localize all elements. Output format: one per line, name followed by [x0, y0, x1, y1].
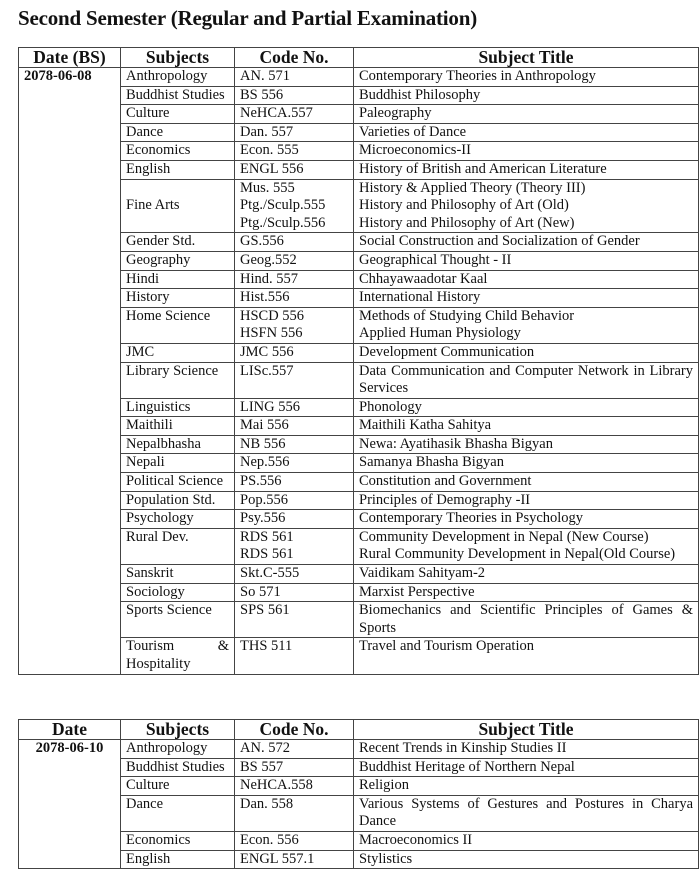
subject-name: Rural Dev.	[121, 528, 235, 564]
table-row	[19, 638, 699, 674]
title-line: History of British and American Literature	[359, 160, 607, 177]
code-line: GS.556	[240, 233, 284, 250]
exam-date	[19, 270, 121, 289]
table-row	[19, 398, 699, 417]
code-number	[235, 233, 354, 252]
exam-date	[19, 850, 121, 869]
table-row	[19, 68, 699, 87]
code-line: Econ. 555	[240, 142, 299, 159]
table-header-row	[19, 48, 699, 68]
code-number	[235, 528, 354, 564]
title-line: Marxist Perspective	[359, 583, 475, 600]
code-line: NeHCA.557	[240, 105, 313, 122]
code-line: Mus. 555	[240, 179, 295, 196]
code-number	[235, 105, 354, 124]
exam-date	[19, 528, 121, 564]
code-line: Pop.556	[240, 491, 288, 508]
code-line: Psy.556	[240, 510, 286, 527]
subject-title	[354, 473, 699, 492]
subject-name: Library Science	[121, 362, 235, 398]
subject-title	[354, 270, 699, 289]
header-subjects: Subjects	[121, 48, 235, 68]
code-number	[235, 86, 354, 105]
code-line: SPS 561	[240, 602, 290, 619]
code-line: ENGL 557.1	[240, 850, 315, 867]
code-line: RDS 561	[240, 528, 294, 545]
exam-date	[19, 105, 121, 124]
code-line: THS 511	[240, 638, 293, 655]
subject-title	[354, 510, 699, 529]
subject-title	[354, 160, 699, 179]
table-body	[19, 68, 699, 675]
code-line: ENGL 556	[240, 160, 304, 177]
exam-schedule-table-2	[18, 719, 699, 869]
code-number	[235, 850, 354, 869]
exam-date	[19, 398, 121, 417]
table-row	[19, 528, 699, 564]
title-line: Travel and Tourism Operation	[359, 638, 534, 655]
code-number	[235, 565, 354, 584]
title-line: Community Development in Nepal (New Course)	[359, 528, 649, 545]
code-line: Ptg./Sculp.556	[240, 214, 326, 231]
title-line: Various Systems of Gestures and Postures in Charya Dance	[359, 795, 693, 830]
code-number	[235, 160, 354, 179]
subject-title	[354, 105, 699, 124]
code-number	[235, 343, 354, 362]
title-line: Contemporary Theories in Anthropology	[359, 68, 596, 84]
table-row	[19, 307, 699, 343]
exam-date	[19, 289, 121, 308]
title-line: Varieties of Dance	[359, 123, 467, 140]
table-row	[19, 583, 699, 602]
exam-schedule-table-1	[18, 47, 699, 675]
subject-name: Maithili	[121, 417, 235, 436]
table-row	[19, 850, 699, 869]
title-line: Macroeconomics II	[359, 831, 473, 848]
exam-date	[19, 758, 121, 777]
exam-date	[19, 795, 121, 831]
table-row	[19, 777, 699, 796]
header-title: Subject Title	[354, 720, 699, 740]
code-line: Geog.552	[240, 251, 297, 268]
title-line: Data Communication and Computer Network in Library Services	[359, 362, 693, 397]
exam-date	[19, 831, 121, 850]
subject-title	[354, 565, 699, 584]
table-row	[19, 160, 699, 179]
title-line: Social Construction and Socialization of Gender	[359, 233, 640, 250]
subject-title	[354, 398, 699, 417]
title-line: History & Applied Theory (Theory III)	[359, 179, 586, 196]
exam-date	[19, 777, 121, 796]
exam-date: 2078-06-08	[19, 68, 121, 87]
code-number	[235, 583, 354, 602]
code-number	[235, 638, 354, 674]
subject-title	[354, 233, 699, 252]
code-number	[235, 179, 354, 233]
title-line: Microeconomics-II	[359, 142, 471, 159]
exam-date	[19, 343, 121, 362]
exam-date	[19, 142, 121, 161]
code-number	[235, 473, 354, 492]
title-line: Vaidikam Sahityam-2	[359, 565, 486, 582]
header-date: Date	[19, 720, 121, 740]
subject-name: Nepalbhasha	[121, 435, 235, 454]
title-line: Phonology	[359, 398, 422, 415]
subject-name: Buddhist Studies	[121, 758, 235, 777]
title-line: Contemporary Theories in Psychology	[359, 510, 584, 527]
header-code: Code No.	[235, 48, 354, 68]
subject-title	[354, 86, 699, 105]
title-line: Development Communication	[359, 343, 535, 360]
subject-name: Fine Arts	[121, 179, 235, 233]
subject-name: Economics	[121, 142, 235, 161]
code-number	[235, 251, 354, 270]
subject-title	[354, 142, 699, 161]
exam-date	[19, 123, 121, 142]
code-number	[235, 602, 354, 638]
subject-name: Population Std.	[121, 491, 235, 510]
exam-date	[19, 435, 121, 454]
subject-name: JMC	[121, 343, 235, 362]
code-line: JMC 556	[240, 343, 294, 360]
exam-date	[19, 417, 121, 436]
subject-name: Dance	[121, 795, 235, 831]
subject-name: Anthropology	[121, 68, 235, 87]
exam-date: 2078-06-10	[19, 740, 121, 759]
code-line: HSCD 556	[240, 307, 305, 324]
table-row	[19, 251, 699, 270]
subject-title	[354, 123, 699, 142]
subject-name: Nepali	[121, 454, 235, 473]
table-row	[19, 179, 699, 233]
code-line: Mai 556	[240, 417, 289, 434]
code-line: Ptg./Sculp.555	[240, 197, 326, 214]
code-number	[235, 510, 354, 529]
subject-name: History	[121, 289, 235, 308]
subject-title	[354, 777, 699, 796]
table-row	[19, 795, 699, 831]
subject-title	[354, 491, 699, 510]
code-number	[235, 289, 354, 308]
subject-title	[354, 454, 699, 473]
title-line: History and Philosophy of Art (New)	[359, 214, 575, 231]
code-line: Skt.C-555	[240, 565, 300, 582]
code-number	[235, 68, 354, 87]
code-line: Hind. 557	[240, 270, 298, 287]
title-line: Applied Human Physiology	[359, 325, 521, 342]
table-row	[19, 142, 699, 161]
subject-title	[354, 795, 699, 831]
title-line: Samanya Bhasha Bigyan	[359, 454, 504, 471]
table-row	[19, 270, 699, 289]
code-line: BS 556	[240, 86, 284, 103]
code-number	[235, 777, 354, 796]
code-line: HSFN 556	[240, 325, 303, 342]
code-number	[235, 123, 354, 142]
subject-title	[354, 68, 699, 87]
code-number	[235, 831, 354, 850]
subject-name: Tourism & Hospitality	[121, 638, 235, 674]
table-row	[19, 740, 699, 759]
subject-title	[354, 740, 699, 759]
title-line: Biomechanics and Scientific Principles of Games & Sports	[359, 602, 693, 636]
table-row	[19, 510, 699, 529]
title-line: Newa: Ayatihasik Bhasha Bigyan	[359, 435, 553, 452]
code-line: Econ. 556	[240, 831, 299, 848]
subject-name: Linguistics	[121, 398, 235, 417]
table-row	[19, 233, 699, 252]
code-line: AN. 572	[240, 740, 290, 756]
code-number	[235, 758, 354, 777]
code-line: NB 556	[240, 435, 286, 452]
subject-name: Dance	[121, 123, 235, 142]
title-line: Methods of Studying Child Behavior	[359, 307, 575, 324]
table-body	[19, 740, 699, 869]
subject-name: Sanskrit	[121, 565, 235, 584]
table-row	[19, 831, 699, 850]
exam-date	[19, 160, 121, 179]
subject-title	[354, 831, 699, 850]
title-line: Chhayawaadotar Kaal	[359, 270, 488, 287]
code-line: NeHCA.558	[240, 777, 313, 794]
code-line: So 571	[240, 583, 281, 600]
exam-date	[19, 362, 121, 398]
subject-title	[354, 602, 699, 638]
exam-date	[19, 307, 121, 343]
subject-title	[354, 251, 699, 270]
code-line: BS 557	[240, 758, 284, 775]
page-title: Second Semester (Regular and Partial Examination)	[18, 6, 477, 30]
title-line: Recent Trends in Kinship Studies II	[359, 740, 567, 756]
subject-title	[354, 362, 699, 398]
subject-title	[354, 307, 699, 343]
subject-title	[354, 528, 699, 564]
exam-date	[19, 602, 121, 638]
subject-title	[354, 435, 699, 454]
subject-name: English	[121, 160, 235, 179]
title-line: Buddhist Heritage of Northern Nepal	[359, 758, 575, 775]
code-line: RDS 561	[240, 546, 294, 563]
subject-name: Hindi	[121, 270, 235, 289]
title-line: Stylistics	[359, 850, 413, 867]
code-number	[235, 270, 354, 289]
header-title: Subject Title	[354, 48, 699, 68]
subject-name: Economics	[121, 831, 235, 850]
code-number	[235, 491, 354, 510]
table-row	[19, 435, 699, 454]
table-row	[19, 362, 699, 398]
subject-name: Anthropology	[121, 740, 235, 759]
header-date: Date (BS)	[19, 48, 121, 68]
subject-name: English	[121, 850, 235, 869]
exam-date	[19, 251, 121, 270]
title-line: Constitution and Government	[359, 473, 532, 490]
code-number	[235, 307, 354, 343]
table-row	[19, 454, 699, 473]
subject-title	[354, 179, 699, 233]
exam-date	[19, 510, 121, 529]
table-row	[19, 343, 699, 362]
title-line: Maithili Katha Sahitya	[359, 417, 492, 434]
subject-title	[354, 289, 699, 308]
table-row	[19, 289, 699, 308]
code-number	[235, 795, 354, 831]
subject-name: Gender Std.	[121, 233, 235, 252]
code-line: PS.556	[240, 473, 282, 490]
code-number	[235, 398, 354, 417]
title-line: History and Philosophy of Art (Old)	[359, 197, 569, 214]
code-line: AN. 571	[240, 68, 290, 84]
title-line: Principles of Demography -II	[359, 491, 531, 508]
subject-name: Geography	[121, 251, 235, 270]
exam-date	[19, 179, 121, 233]
exam-date	[19, 583, 121, 602]
subject-name: Political Science	[121, 473, 235, 492]
subject-title	[354, 417, 699, 436]
table-row	[19, 417, 699, 436]
subject-title	[354, 850, 699, 869]
title-line: Buddhist Philosophy	[359, 86, 481, 103]
exam-date	[19, 565, 121, 584]
table-row	[19, 565, 699, 584]
table-row	[19, 758, 699, 777]
exam-date	[19, 233, 121, 252]
code-number	[235, 435, 354, 454]
table-row	[19, 105, 699, 124]
subject-name: Home Science	[121, 307, 235, 343]
subject-name: Psychology	[121, 510, 235, 529]
exam-date	[19, 454, 121, 473]
exam-date	[19, 86, 121, 105]
subject-name: Culture	[121, 105, 235, 124]
code-number	[235, 362, 354, 398]
table-row	[19, 123, 699, 142]
table-header-row	[19, 720, 699, 740]
code-line: Hist.556	[240, 289, 290, 306]
header-code: Code No.	[235, 720, 354, 740]
subject-name: Culture	[121, 777, 235, 796]
title-line: Paleography	[359, 105, 432, 122]
subject-title	[354, 583, 699, 602]
exam-date	[19, 491, 121, 510]
table-row	[19, 86, 699, 105]
title-line: Rural Community Development in Nepal(Old Course)	[359, 546, 676, 563]
code-line: LISc.557	[240, 362, 294, 379]
subject-name: Sociology	[121, 583, 235, 602]
code-line: Dan. 557	[240, 123, 294, 140]
table-row	[19, 491, 699, 510]
code-number	[235, 454, 354, 473]
table-row	[19, 602, 699, 638]
code-number	[235, 142, 354, 161]
code-line: Dan. 558	[240, 795, 294, 812]
code-line: LING 556	[240, 398, 301, 415]
exam-date	[19, 638, 121, 674]
subject-title	[354, 343, 699, 362]
table-row	[19, 473, 699, 492]
code-number	[235, 417, 354, 436]
subject-name: Buddhist Studies	[121, 86, 235, 105]
header-subjects: Subjects	[121, 720, 235, 740]
subject-title	[354, 758, 699, 777]
exam-date	[19, 473, 121, 492]
title-line: International History	[359, 289, 481, 306]
subject-title	[354, 638, 699, 674]
title-line: Religion	[359, 777, 409, 794]
subject-name: Sports Science	[121, 602, 235, 638]
code-number	[235, 740, 354, 759]
title-line: Geographical Thought - II	[359, 251, 512, 268]
code-line: Nep.556	[240, 454, 290, 471]
